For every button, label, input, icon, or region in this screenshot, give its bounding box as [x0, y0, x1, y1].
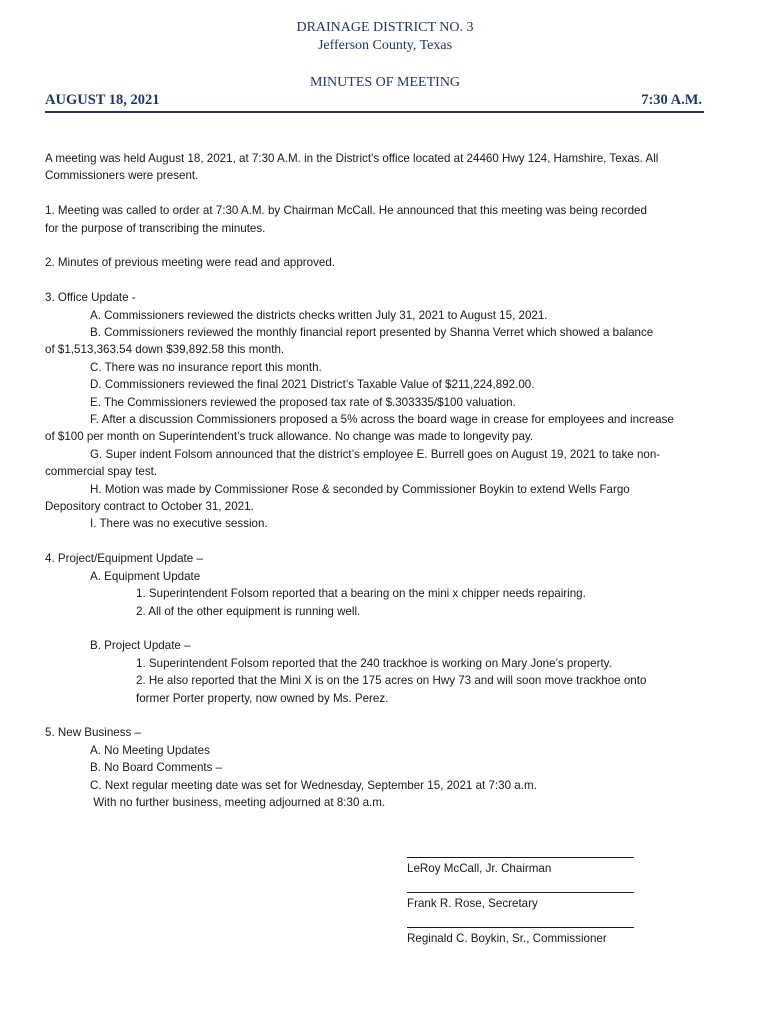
equipment-update-2: 2. All of the other equipment is running well. — [136, 604, 361, 618]
office-update-i: I. There was no executive session. — [90, 517, 268, 531]
item-2-line: 2. Minutes of previous meeting were read and approved. — [45, 256, 336, 270]
intro-line: Commissioners were present. — [45, 169, 199, 183]
org-name: DRAINAGE DISTRICT NO. 3 — [296, 20, 474, 35]
county-name: Jefferson County, Texas — [317, 38, 453, 53]
project-update-heading: 4. Project/Equipment Update – — [45, 552, 203, 566]
office-update-heading: 3. Office Update - — [45, 291, 136, 305]
equipment-update-1: 1. Superintendent Folsom reported that a bearing on the mini x chipper needs repairing. — [136, 587, 586, 601]
item-1-line: for the purpose of transcribing the minutes. — [45, 221, 266, 235]
office-update-g: G. Super indent Folsom announced that the district’s employee E. Burrell goes on August 19, 2021 to take non- — [90, 447, 661, 461]
office-update-f-cont: of $100 per month on Superintendent’s truck allowance. No change was made to longevity pay. — [45, 430, 534, 444]
meeting-date: AUGUST 18, 2021 — [45, 92, 160, 108]
document-title: MINUTES OF MEETING — [309, 75, 461, 90]
signature-line-chairman: LeRoy McCall, Jr. Chairman — [407, 857, 634, 875]
office-update-h-cont: Depository contract to October 31, 2021. — [45, 500, 254, 514]
item-1-line: 1. Meeting was called to order at 7:30 A.M. by Chairman McCall. He announced that this meeting was being recorded — [45, 204, 647, 218]
new-business-heading: 5. New Business – — [45, 726, 142, 740]
project-update-2-cont: former Porter property, now owned by Ms. Perez. — [136, 691, 389, 705]
minutes-body — [45, 150, 730, 811]
intro-line: A meeting was held August 18, 2021, at 7:30 A.M. in the District's office located at 24460 Hwy 124, Hamshire, Texas. All — [45, 152, 659, 165]
office-update-f: F. After a discussion Commissioners proposed a 5% across the board wage in crease for employees and increase — [90, 413, 674, 427]
office-update-h: H. Motion was made by Commissioner Rose & seconded by Commissioner Boykin to extend Wells Fargo — [90, 482, 630, 496]
office-update-g-cont: commercial spay test. — [45, 465, 158, 479]
signature-line-secretary: Frank R. Rose, Secretary — [407, 892, 634, 910]
office-update-e: E. The Commissioners reviewed the proposed tax rate of $.303335/$100 valuation. — [90, 395, 516, 409]
project-sub-heading: B. Project Update – — [90, 639, 191, 653]
office-update-a: A. Commissioners reviewed the districts checks written July 31, 2021 to August 15, 2021. — [90, 308, 548, 322]
project-update-1: 1. Superintendent Folsom reported that the 240 trackhoe is working on Mary Jone’s property. — [136, 656, 612, 670]
office-update-d: D. Commissioners reviewed the final 2021 District’s Taxable Value of $211,224,892.00. — [90, 378, 535, 392]
meeting-time: 7:30 A.M. — [641, 92, 702, 108]
equipment-update-heading: A. Equipment Update — [90, 569, 201, 583]
project-update-2: 2. He also reported that the Mini X is on the 175 acres on Hwy 73 and will soon move trackhoe onto — [136, 674, 647, 688]
office-update-b-cont: of $1,513,363.54 down $39,892.58 this month. — [45, 343, 285, 357]
adjournment-line: With no further business, meeting adjourned at 8:30 a.m. — [90, 795, 386, 809]
new-business-a: A. No Meeting Updates — [90, 743, 210, 757]
signature-line-commissioner: Reginald C. Boykin, Sr., Commissioner — [407, 927, 634, 945]
office-update-b: B. Commissioners reviewed the monthly financial report presented by Shanna Verret which showed a balance — [90, 326, 654, 340]
office-update-c: C. There was no insurance report this month. — [90, 360, 322, 374]
date-bar — [45, 91, 704, 113]
new-business-b: B. No Board Comments – — [90, 761, 223, 775]
new-business-c: C. Next regular meeting date was set for Wednesday, September 15, 2021 at 7:30 a.m. — [90, 778, 537, 792]
